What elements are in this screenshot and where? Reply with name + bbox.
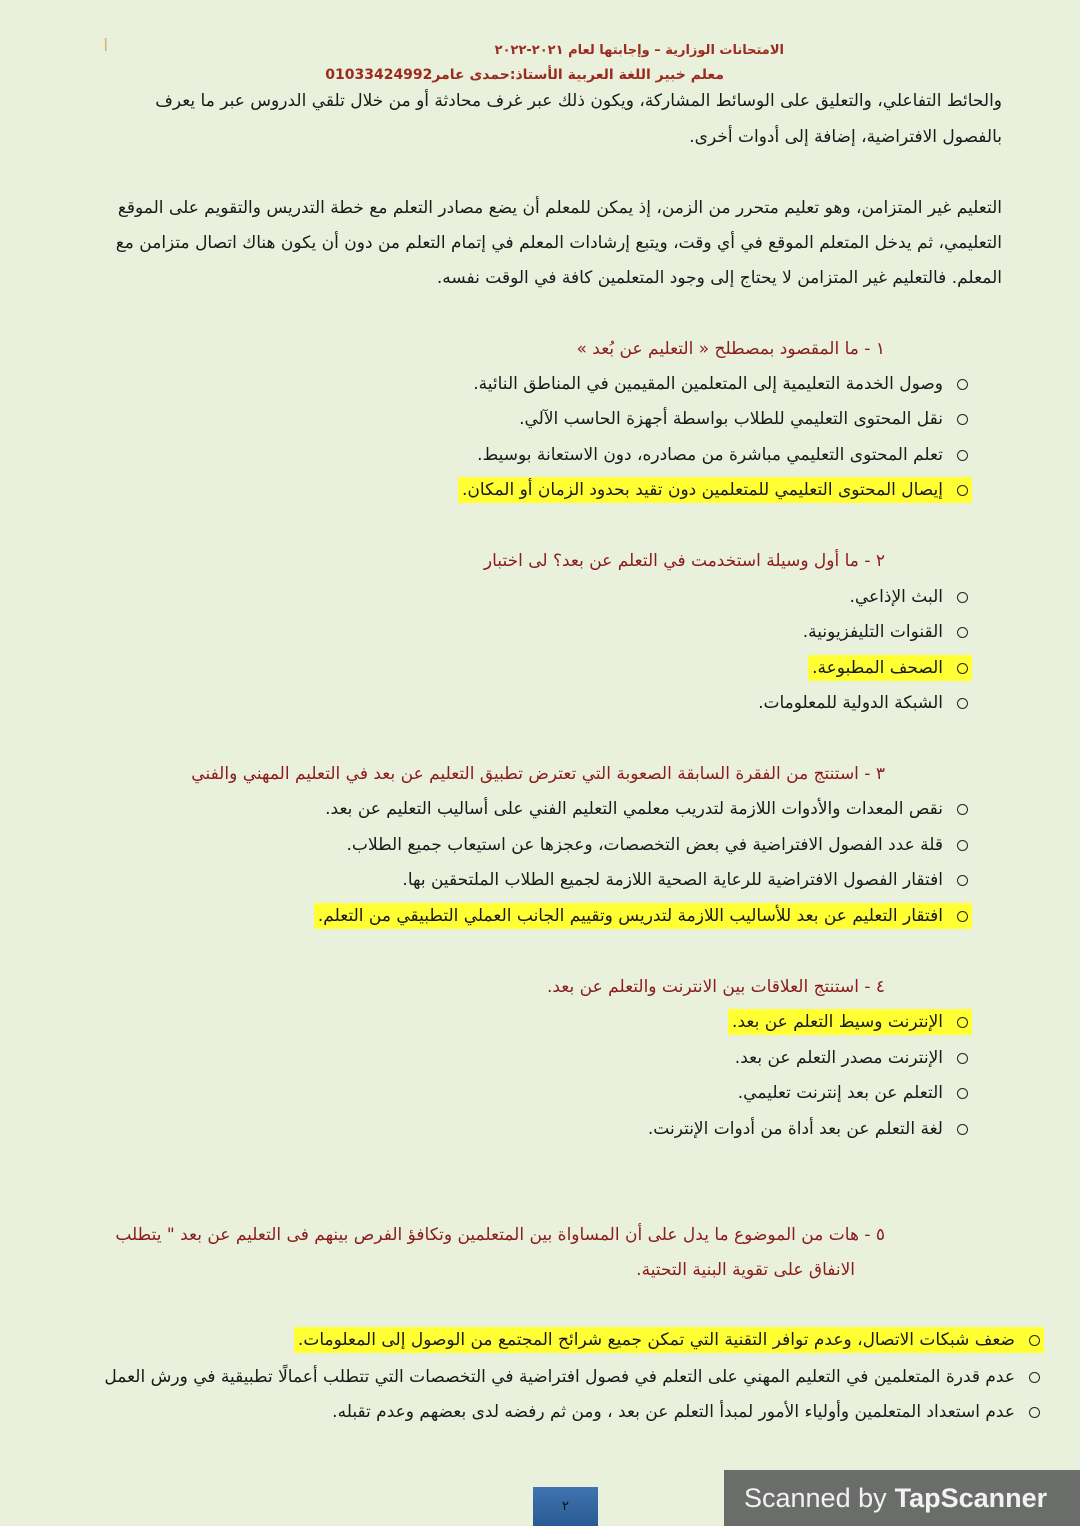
option-text: عدم قدرة المتعلمين في التعليم المهني على التعلم في فصول افتراضية في التخصصات التي تتطلب أعمالًا تطبيقية في ورش العمل (104, 1367, 1015, 1387)
option-text: الإنترنت مصدر التعلم عن بعد. (734, 1048, 943, 1068)
option-text: البث الإذاعي. (849, 587, 943, 607)
question-1: ١ - ما المقصود بمصطلح « التعليم عن بُعد » (576, 339, 885, 359)
watermark-prefix: Scanned by (744, 1482, 887, 1513)
scanner-watermark (724, 1470, 1080, 1526)
option-correct (808, 655, 972, 681)
circle-bullet-icon (957, 911, 968, 922)
option-text: الإنترنت وسيط التعلم عن بعد. (732, 1012, 943, 1032)
circle-bullet-icon (1029, 1372, 1040, 1383)
header-title: الامتحانات الوزارية – وإجابتها لعام ٢٠٢١-٢٠٢٢ (494, 43, 784, 58)
option (648, 1116, 968, 1142)
circle-bullet-icon (957, 698, 968, 709)
option (402, 867, 968, 893)
option-text: إيصال المحتوى التعليمي للمتعلمين دون تقيد بحدود الزمان أو المكان. (462, 480, 943, 500)
paragraph-line: التعليم غير المتزامن، وهو تعليم متحرر من الزمن، إذ يمكن للمعلم أن يضع مصادر التعلم مع خطة التدريس والتقويم على الموقع (117, 198, 1002, 218)
paragraph-line: المعلم. فالتعليم غير المتزامن لا يحتاج إلى وجود المتعلمين كافة في الوقت نفسه. (436, 268, 1002, 288)
circle-bullet-icon (957, 1124, 968, 1135)
option (332, 1399, 1040, 1425)
option-text: لغة التعلم عن بعد أداة من أدوات الإنترنت. (647, 1119, 943, 1139)
circle-bullet-icon (957, 414, 968, 425)
option (477, 442, 968, 468)
circle-bullet-icon (957, 1017, 968, 1028)
option (758, 690, 968, 716)
paragraph-line: والحائط التفاعلي، والتعليق على الوسائط المشاركة، ويكون ذلك عبر غرف محادثة أو من خلال تلقي الدروس عبر ما يعرف (155, 91, 1002, 111)
question-2: ٢ - ما أول وسيلة استخدمت في التعلم عن بعد؟ لى اختبار (483, 551, 885, 571)
circle-bullet-icon (957, 450, 968, 461)
option-text: وصول الخدمة التعليمية إلى المتعلمين المقيمين في المناطق النائية. (473, 374, 943, 394)
option-correct (294, 1327, 1044, 1353)
option (803, 619, 968, 645)
circle-bullet-icon (957, 663, 968, 674)
circle-bullet-icon (957, 840, 968, 851)
option-text: نقص المعدات والأدوات اللازمة لتدريب معلمي التعليم الفني على أساليب التعليم عن بعد. (325, 799, 943, 819)
circle-bullet-icon (957, 627, 968, 638)
option (347, 832, 968, 858)
option-text: الصحف المطبوعة. (812, 658, 943, 678)
option-correct (314, 903, 972, 929)
question-4: ٤ - استنتج العلاقات بين الانترنت والتعلم عن بعد. (546, 977, 885, 997)
option-text: القنوات التليفزيونية. (802, 622, 943, 642)
option (519, 406, 968, 432)
option (735, 1045, 968, 1071)
option-text: قلة عدد الفصول الافتراضية في بعض التخصصات، وعجزها عن استيعاب جميع الطلاب. (346, 835, 943, 855)
circle-bullet-icon (1029, 1407, 1040, 1418)
option-correct (458, 477, 972, 503)
option-text: الشبكة الدولية للمعلومات. (758, 693, 943, 713)
watermark-brand: TapScanner (894, 1482, 1048, 1513)
option (325, 796, 968, 822)
circle-bullet-icon (957, 804, 968, 815)
circle-bullet-icon (957, 1088, 968, 1099)
page-number: ٢ (533, 1487, 598, 1526)
header-teacher: معلم خبير اللغة العربية الأستاذ:حمدى عامر01033424992 (325, 67, 724, 83)
option-text: افتقار الفصول الافتراضية للرعاية الصحية اللازمة لجميع الطلاب الملتحقين بها. (402, 870, 943, 890)
option-correct (728, 1009, 972, 1035)
option-text: نقل المحتوى التعليمي للطلاب بواسطة أجهزة الحاسب الآلي. (519, 409, 943, 429)
option-text: التعلم عن بعد إنترنت تعليمي. (737, 1083, 943, 1103)
circle-bullet-icon (1029, 1335, 1040, 1346)
paragraph-line: بالفصول الافتراضية، إضافة إلى أدوات أخرى. (689, 127, 1002, 147)
circle-bullet-icon (957, 1053, 968, 1064)
circle-bullet-icon (957, 379, 968, 390)
option (473, 371, 968, 397)
circle-bullet-icon (957, 875, 968, 886)
question-5-cont: الانفاق على تقوية البنية التحتية. (636, 1260, 855, 1280)
option-text: افتقار التعليم عن بعد للأساليب اللازمة لتدريس وتقييم الجانب العملي التطبيقي من التعلم. (317, 906, 943, 926)
option (104, 1364, 1040, 1390)
circle-bullet-icon (957, 485, 968, 496)
option-text: ضعف شبكات الاتصال، وعدم توافر التقنية التي تمكن جميع شرائح المجتمع من الوصول إلى المعلومات. (297, 1330, 1015, 1350)
circle-bullet-icon (957, 592, 968, 603)
option (738, 1080, 968, 1106)
paragraph-line: التعليمي، ثم يدخل المتعلم الموقع في أي وقت، ويتبع إرشادات المعلم في إتمام التعلم من دون أن يكون هناك اتصال متزامن مع (115, 233, 1002, 253)
option-text: تعلم المحتوى التعليمي مباشرة من مصادره، دون الاستعانة بوسيط. (477, 445, 943, 465)
corner-mark: أ (104, 40, 108, 55)
question-5: ٥ - هات من الموضوع ما يدل على أن المساواة بين المتعلمين وتكافؤ الفرص بينهم فى التعليم عن بعد " يتطلب (115, 1225, 885, 1245)
question-3: ٣ - استنتج من الفقرة السابقة الصعوبة التي تعترض تطبيق التعليم عن بعد في التعليم المهني والفني (191, 764, 885, 784)
option-text: عدم استعداد المتعلمين وأولياء الأمور لمبدأ التعلم عن بعد ، ومن ثم رفضه لدى بعضهم وعدم تقبله. (332, 1402, 1015, 1422)
option (849, 584, 968, 610)
